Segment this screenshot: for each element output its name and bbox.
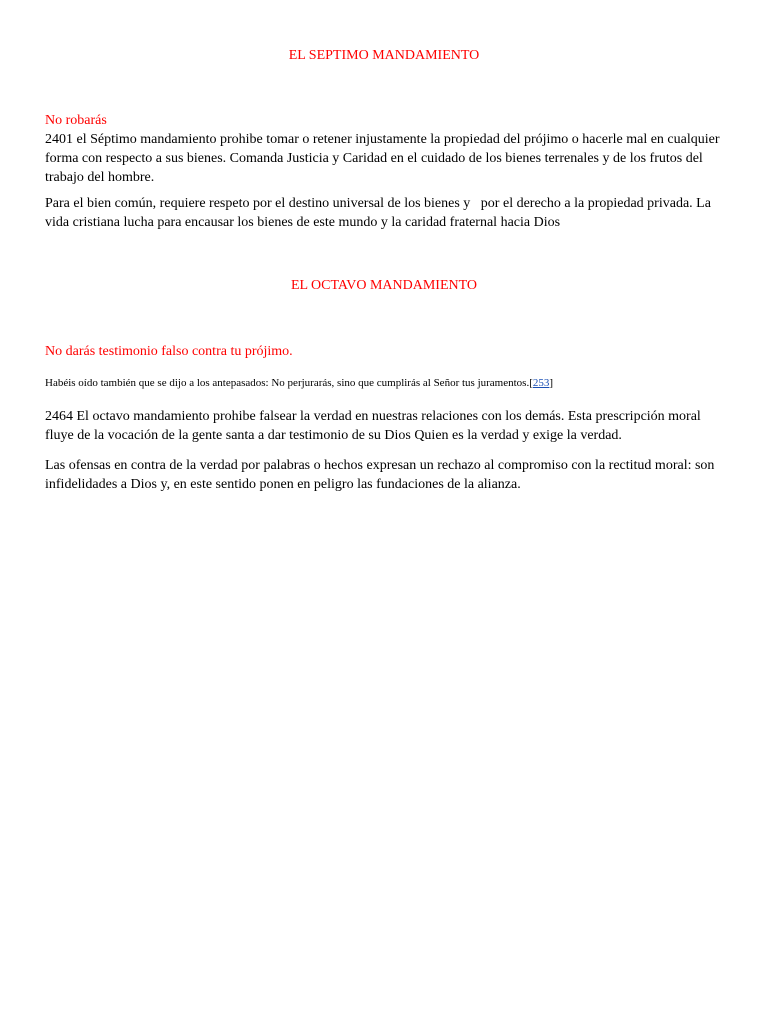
section8-quote — [45, 376, 725, 390]
section8-heading: EL OCTAVO MANDAMIENTO — [290, 278, 478, 293]
section7-body — [45, 111, 725, 187]
footnote-bracket-open: [ — [529, 377, 533, 389]
section7-heading: EL SEPTIMO MANDAMIENTO — [288, 48, 480, 63]
section8-paragraph2: Las ofensas en contra de la verdad por palabras o hechos expresan un rechazo al compromiso con la rectitud moral: son infidelidades a Dios y, en este sentido ponen en peligro las fundaciones de la alianza. — [45, 458, 715, 492]
section7-paragraph2: Para el bien común, requiere respeto por el destino universal de los bienes y por el derecho a la propiedad privada. La vida cristiana lucha para encausar los bienes de este mundo y la caridad fraternal hacia Dios — [45, 196, 715, 230]
section8-commandment: No darás testimonio falso contra tu prójimo. — [45, 344, 293, 359]
section7-paragraph1: 2401 el Séptimo mandamiento prohibe tomar o retener injustamente la propiedad del prójimo o hacerle mal en cualquier forma con respecto a sus bienes. Comanda Justicia y Caridad en el cuidado de los bienes terrenales y de los frutos del trabajo del hombre. — [45, 132, 720, 185]
footnote-bracket-close: ] — [549, 377, 554, 389]
quote-text: Habéis oído también que se dijo a los antepasados: No perjurarás, sino que cumplirás al Señor tus juramentos. — [45, 377, 530, 389]
footnote-link[interactable]: 253 — [532, 377, 550, 389]
section8-paragraph1: 2464 El octavo mandamiento prohibe falsear la verdad en nuestras relaciones con los demás. Esta prescripción moral fluye de la vocación de la gente santa a dar testimonio de su Dios Quien es la verdad y exige la verdad. — [45, 409, 701, 443]
section7-commandment: No robarás — [45, 113, 107, 128]
